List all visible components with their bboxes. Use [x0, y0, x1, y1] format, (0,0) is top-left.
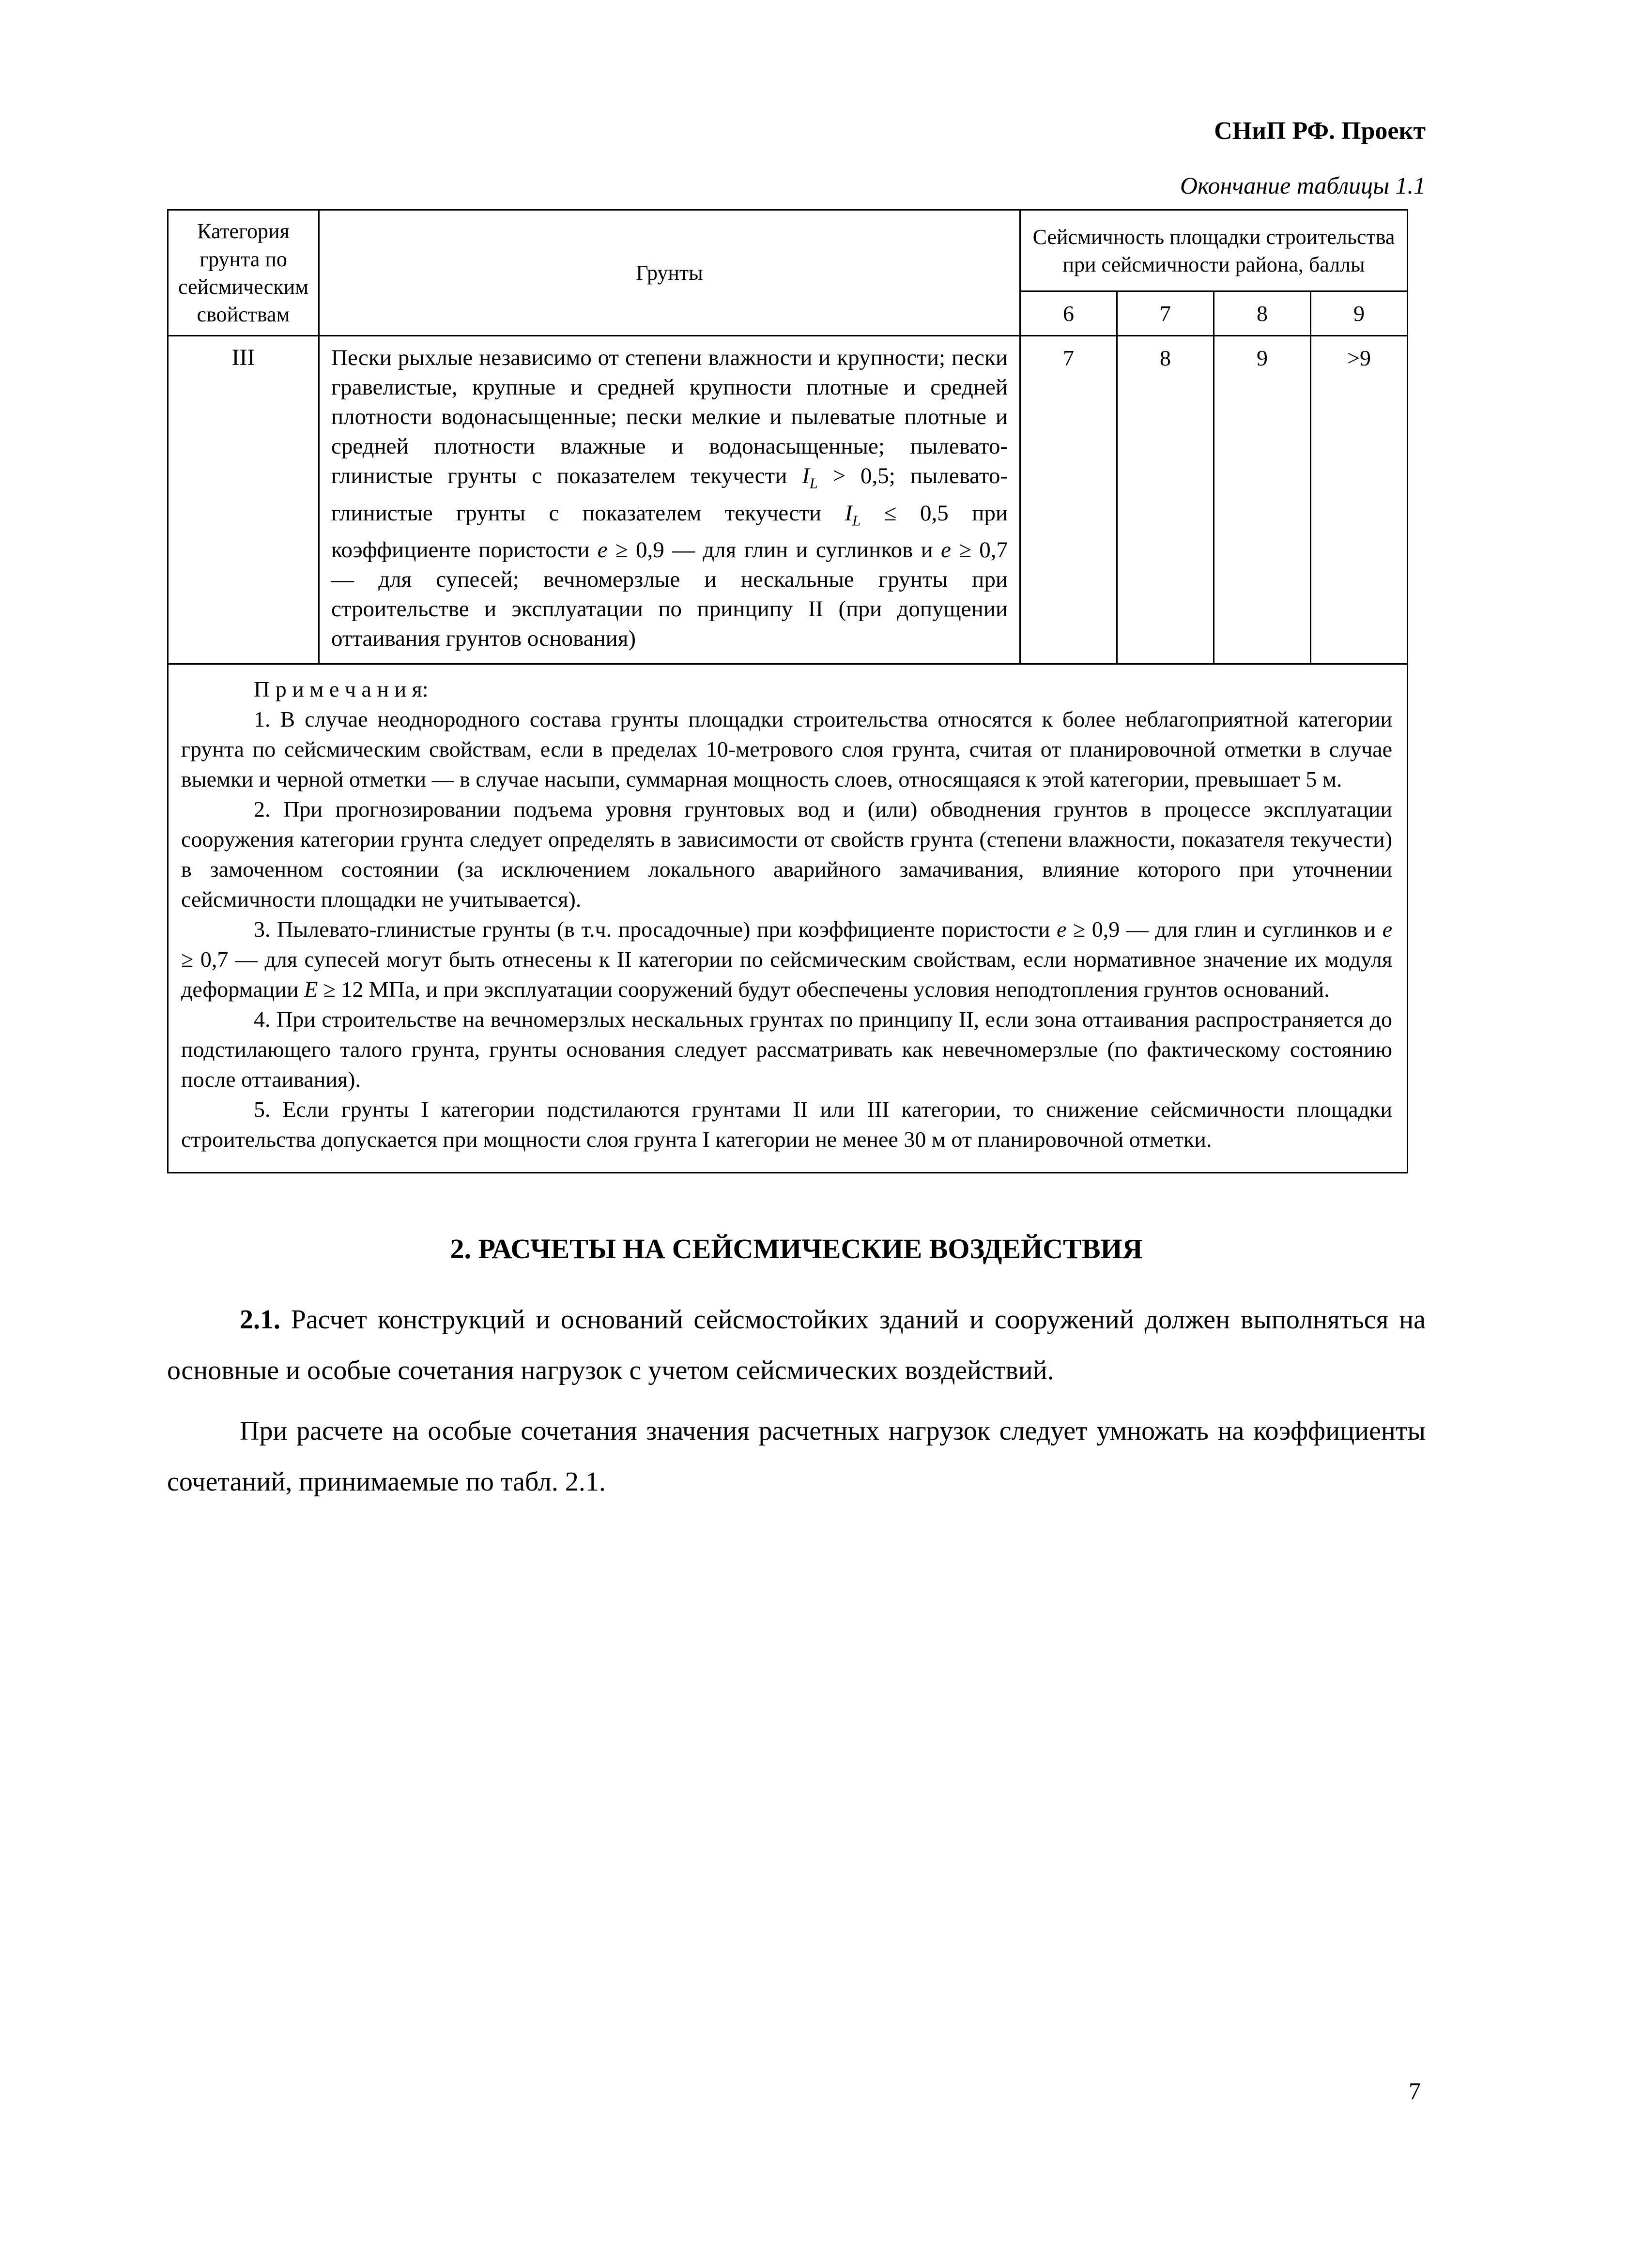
document-header: СНиП РФ. Проект [1214, 117, 1426, 145]
ball-column-8: 8 [1214, 291, 1311, 336]
note-paragraph: 4. При строительстве на вечномерзлых нескальных грунтах по принципу II, если зона оттаивания распространяется до подстилающего талого грунта, грунты основания следует рассматривать как невечномерзлые (по фактическому состоянию после оттаивания). [181, 1006, 1393, 1092]
soil-category-table [167, 209, 1408, 1173]
note-paragraph: 2. При прогнозировании подъема уровня грунтовых вод и (или) обводнения грунтов в процессе эксплуатации сооружения категории грунта следует определять в зависимости от свойств грунта (степени влажности, показателя текучести) в замоченном состоянии (за исключением локального аварийного замачивания, влияние которого при уточнении сейсмичности площадки не учитывается). [181, 796, 1393, 912]
soils-description: Пески рыхлые независимо от степени влажности и крупности; пески гравелистые, крупные и средней крупности плотные и средней плотности водонасыщенные; пески мелкие и пылеватые плотные и средней плотности влажные и водонасыщенные; пылевато-глинистые грунты с показателем текучести $I_L > 0,5$; пылевато-глинистые грунты с показателем текучести $I_L \le 0,5$ при коэффициенте пористости e ≥ 0,9 — для глин и суглинков и e ≥ 0,7 — для супесей; вечномерзлые и нескальные грунты при строительстве и эксплуатации по принципу II (при допущении оттаивания грунтов основания) [319, 336, 1020, 664]
seismicity-value-7: 8 [1117, 336, 1214, 664]
table-notes-row [168, 664, 1408, 1172]
ball-column-9: 9 [1311, 291, 1408, 336]
notes-list [181, 704, 1392, 1155]
seismicity-value-9: >9 [1311, 336, 1408, 664]
ball-column-6: 6 [1020, 291, 1117, 336]
clause-number: 2.1. [240, 1305, 280, 1335]
category-value: III [168, 336, 319, 664]
note-paragraph: 1. В случае неоднородного состава грунты площадки строительства относятся к более неблагоприятной категории грунта по сейсмическим свойствам, если в пределах 10-метрового слоя грунта, считая от планировочной отметки в случае выемки и черной отметки — в случае насыпи, суммарная мощность слоев, относящаяся к этой категории, превышает 5 м. [181, 706, 1393, 792]
table-notes-cell [168, 664, 1408, 1172]
section-heading: 2. РАСЧЕТЫ НА СЕЙСМИЧЕСКИЕ ВОЗДЕЙСТВИЯ [450, 1233, 1143, 1264]
table-header-row-1 [168, 210, 1408, 291]
paragraph-combinations: При расчете на особые сочетания значения расчетных нагрузок следует умножать на коэффициенты сочетаний, принимаемые по табл. 2.1. [167, 1416, 1426, 1497]
table-caption: Окончание таблицы 1.1 [1180, 172, 1426, 199]
note-paragraph: 3. Пылевато-глинистые грунты (в т.ч. просадочные) при коэффициенте пористости e ≥ 0,9 — для глин и суглинков и e ≥ 0,7 — для супесей могут быть отнесены к II категории по сейсмическим свойствам, если нормативное значение их модуля деформации E ≥ 12 МПа, и при эксплуатации сооружений будут обеспечены условия неподтопления грунтов оснований. [181, 916, 1393, 1002]
paragraph-2-1 [167, 1294, 1426, 1396]
note-paragraph: 5. Если грунты I категории подстилаются грунтами II или III категории, то снижение сейсмичности площадки строительства допускается при мощности слоя грунта I категории не менее 30 м от планировочной отметки. [181, 1096, 1393, 1152]
clause-text: Расчет конструкций и оснований сейсмостойких зданий и сооружений должен выполняться на основные и особые сочетания нагрузок с учетом сейсмических воздействий. [167, 1305, 1426, 1386]
column-header-category: Категория грунта по сейсмическим свойствам [168, 210, 319, 336]
column-header-soils: Грунты [319, 210, 1020, 336]
notes-title: П р и м е ч а н и я: [254, 676, 429, 701]
seismicity-value-6: 7 [1020, 336, 1117, 664]
seismicity-value-8: 9 [1214, 336, 1311, 664]
ball-column-7: 7 [1117, 291, 1214, 336]
table-row-category-iii [168, 336, 1408, 664]
column-header-seismicity: Сейсмичность площадки строительства при сейсмичности района, баллы [1020, 210, 1408, 291]
page-number: 7 [1409, 2077, 1421, 2104]
